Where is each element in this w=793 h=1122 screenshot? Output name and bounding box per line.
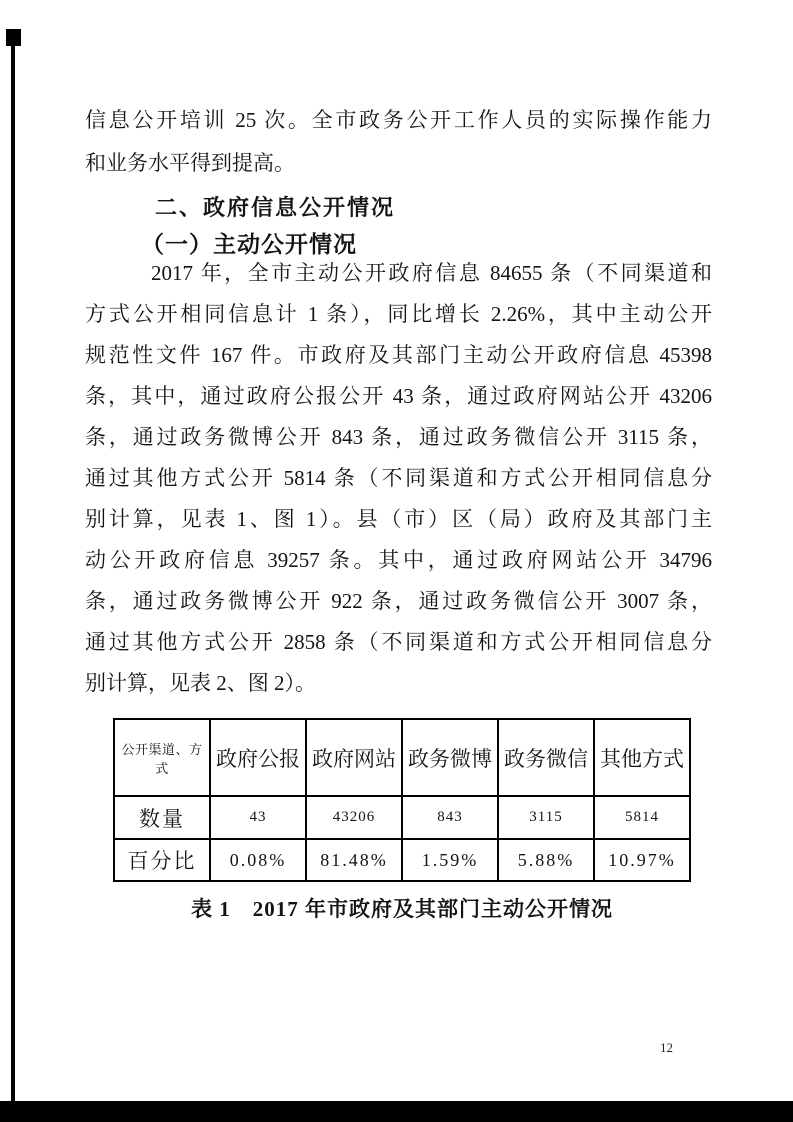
text-line: 信息公开培训 25 次。全市政务公开工作人员的实际操作能力 [85, 108, 712, 132]
text-line: 条，通过政务微博公开 922 条，通过政务微信公开 3007 条， [85, 589, 712, 613]
disclosure-channels-table [113, 718, 691, 882]
table-cell: 5.88% [498, 839, 594, 881]
text-line: 方式公开相同信息计 1 条），同比增长 2.26%，其中主动公开 [85, 302, 712, 326]
body-paragraph [85, 253, 712, 704]
text-line: 通过其他方式公开 2858 条（不同渠道和方式公开相同信息分 [85, 630, 712, 654]
table-cell: 843 [402, 796, 498, 839]
table-header-cell: 政务微信 [498, 719, 594, 796]
text-line: 别计算，见表 2、图 2）。 [85, 671, 316, 695]
text-line: 2017 年，全市主动公开政府信息 84655 条（不同渠道和 [151, 261, 712, 285]
table-header-cell: 公开渠道、方式 [114, 719, 210, 796]
table-header-cell: 政府网站 [306, 719, 402, 796]
table-row-label: 百分比 [114, 839, 210, 881]
text-line: 规范性文件 167 件。市政府及其部门主动公开政府信息 45398 [85, 343, 712, 367]
table-cell: 3115 [498, 796, 594, 839]
text-line: 动公开政府信息 39257 条。其中，通过政府网站公开 34796 [85, 548, 712, 572]
scan-artifact-left-line [11, 42, 15, 1122]
table-caption: 表 1 2017 年市政府及其部门主动公开情况 [191, 897, 613, 921]
paragraph-continuation [85, 99, 712, 185]
text-line: 别计算，见表 1、图 1）。县（市）区（局）政府及其部门主 [85, 507, 712, 531]
section-heading: 二、政府信息公开情况 [155, 195, 396, 220]
table-header-cell: 政务微博 [402, 719, 498, 796]
table-header-cell: 其他方式 [594, 719, 690, 796]
page-number: 12 [660, 1040, 673, 1055]
scan-artifact-bottom-bar [0, 1101, 793, 1122]
table-cell: 10.97% [594, 839, 690, 881]
table-row [114, 796, 690, 839]
table-row-label: 数量 [114, 796, 210, 839]
table-header-row [114, 719, 690, 796]
table-header-cell: 政府公报 [210, 719, 306, 796]
table-row [114, 839, 690, 881]
table-cell: 0.08% [210, 839, 306, 881]
table-cell: 43 [210, 796, 306, 839]
text-line: 和业务水平得到提高。 [85, 151, 295, 175]
table-cell: 43206 [306, 796, 402, 839]
text-line: 条，通过政务微博公开 843 条，通过政务微信公开 3115 条， [85, 425, 712, 449]
subsection-heading: （一）主动公开情况 [141, 232, 357, 257]
text-line: 通过其他方式公开 5814 条（不同渠道和方式公开相同信息分 [85, 466, 712, 490]
table-cell: 1.59% [402, 839, 498, 881]
table-cell: 81.48% [306, 839, 402, 881]
text-line: 条，其中，通过政府公报公开 43 条，通过政府网站公开 43206 [85, 384, 712, 408]
table-cell: 5814 [594, 796, 690, 839]
